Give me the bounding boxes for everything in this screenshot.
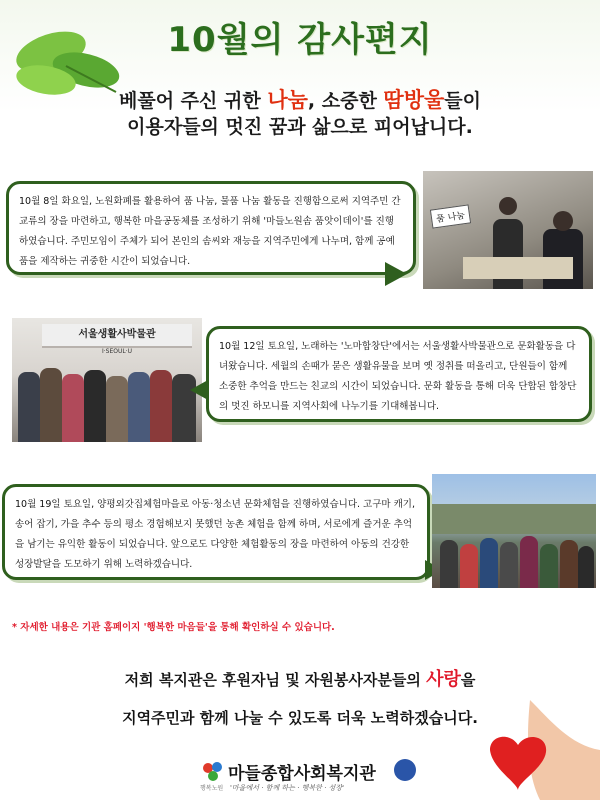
photo-person: [150, 370, 172, 442]
closing-line-1: 저희 복지관은 후원자님 및 자원봉사자분들의 사랑을: [124, 669, 476, 690]
closing-line-2: 지역주민과 함께 나눌 수 있도록 더욱 노력하겠습니다.: [122, 709, 478, 727]
bubble-tail-1: [385, 262, 407, 286]
photo-person: [440, 540, 458, 588]
org-logo: [200, 755, 420, 797]
photo-person-head: [553, 211, 573, 231]
photo-person: [40, 368, 62, 442]
org-emblem-icon: [394, 759, 416, 781]
photo-hills: [432, 504, 596, 534]
photo-person-head: [499, 197, 517, 215]
subtitle-line-2: 이용자들의 멋진 꿈과 삶으로 피어납니다.: [127, 116, 473, 138]
photo-person: [62, 374, 84, 442]
org-slogan: '마을에서 · 함께 하는 · 행복한 · 성장': [230, 784, 345, 792]
photo-person: [578, 546, 594, 588]
museum-sign-sub: I·SEOUL·U: [102, 348, 133, 355]
highlight-word-sweat: 땀방울: [383, 88, 445, 112]
photo-person: [520, 536, 538, 588]
photo-craft-activity: [423, 171, 593, 289]
photo-person: [500, 542, 518, 588]
bubble-tail-2: [190, 380, 208, 400]
page-title: 10월의 감사편지: [167, 20, 433, 60]
photo-sign: 품 나눔: [430, 204, 471, 228]
photo-museum-group: [12, 318, 202, 442]
header-banner: [0, 0, 600, 160]
museum-sign: 서울생활사박물관: [42, 324, 192, 348]
photo-person: [128, 372, 150, 442]
highlight-word-sharing: 나눔: [267, 88, 308, 112]
highlight-word-love: 사랑: [426, 669, 461, 690]
photo-person: [560, 540, 578, 588]
org-logo-mark-icon: [200, 759, 226, 785]
photo-person: [480, 538, 498, 588]
photo-farm-experience: [432, 474, 596, 588]
photo-person: [84, 370, 106, 442]
photo-person: [18, 372, 40, 442]
homepage-note: * 자세한 내용은 기관 홈페이지 '행복한 마음들'을 통해 확인하실 수 있습니다.: [12, 622, 335, 633]
org-name: 마들종합사회복지관: [228, 764, 376, 784]
photo-person: [460, 544, 478, 588]
speech-bubble-2: 10월 12일 토요일, 노래하는 '노마합창단'에서는 서울생활사박물관으로 문화활동을 다녀왔습니다. 세월의 손때가 묻은 생활유물을 보며 옛 정취를 떠올리고, 단원들이 함께 소중한 추억을 만드는 친교의 시간이 되었습니다. 문화 활동을 통해 더욱 단합된 합창단의 멋진 하모니를 지역사회에 나누기를 기대해봅니다.: [206, 326, 592, 422]
photo-person: [540, 544, 558, 588]
subtitle-line-1: 베풀어 주신 귀한 나눔, 소중한 땀방울들이: [119, 88, 481, 112]
org-logo-small-label: 행복노원: [200, 785, 224, 792]
speech-bubble-1: 10월 8일 화요일, 노원화폐를 활용하여 품 나눔, 물품 나눔 활동을 진행함으로써 지역주민 간 교류의 장을 마련하고, 행복한 마을공동체를 조성하기 위해 '마들노원솜 품앗이데이'를 진행하였습니다. 주민모임이 주체가 되어 본인의 솜씨와 재능을 지역주민에게 나누며, 함께 공예품을 제작하는 귀중한 시간이 되었습니다.: [6, 181, 416, 275]
photo-person: [106, 376, 128, 442]
hand-heart-icon: [470, 690, 600, 800]
speech-bubble-3: 10월 19일 토요일, 양평외갓집체험마을로 아동·청소년 문화체험을 진행하였습니다. 고구마 캐기, 송어 잡기, 가을 추수 등의 평소 경험해보지 못했던 농촌 체험을 함께 하며, 서로에게 즐거운 추억을 남기는 유익한 활동이 되었습니다. 앞으로도 다양한 체험활동의 장을 마련하여 아동의 건강한 성장발달을 도모하기 위해 노력하겠습니다.: [2, 484, 430, 580]
photo-table: [463, 257, 573, 279]
